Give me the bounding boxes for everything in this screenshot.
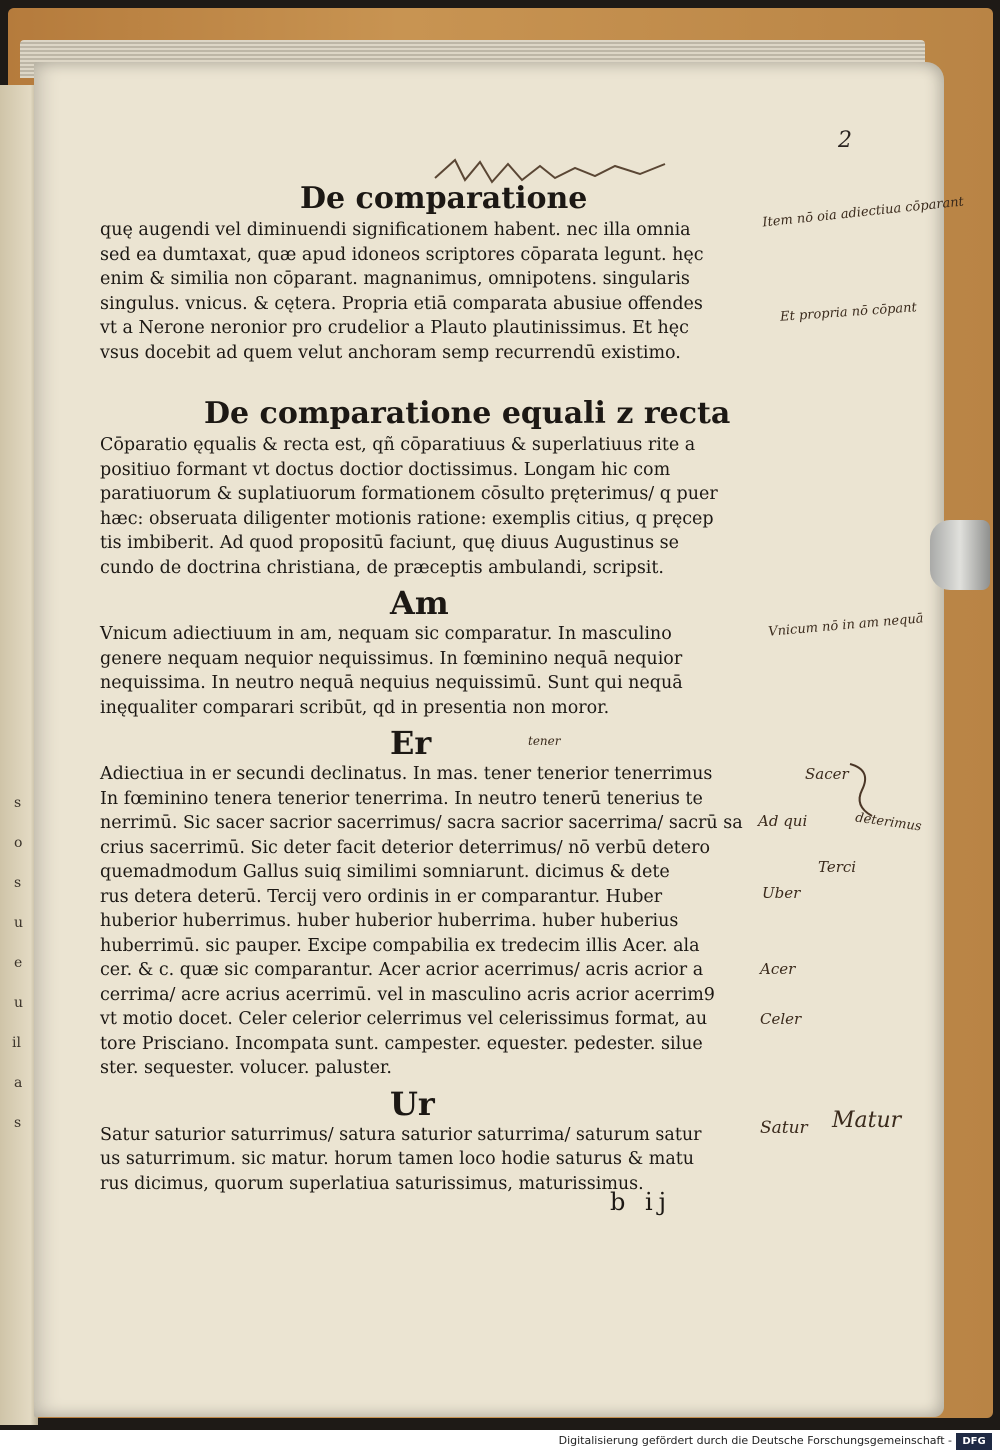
main-text <box>100 180 780 1196</box>
margin-note: Ad qui <box>758 812 808 830</box>
left-page-letter: s <box>14 875 22 891</box>
paragraph: quę augendi vel diminuendi significationem habent. nec illa omnia sed ea dumtaxat, quæ apud idoneos scriptores cōparata legunt. hęc enim & similia non cōparant. magnanimus, omnipotens. singularis singulus. vnicus. & cętera. Propria etiā comparata abusiue offendes vt a Nerone neronior pro crudelior a Plauto plautinissimus. Et hęc vsus docebit ad quem velut anchoram semp recurrendū existimo. <box>100 220 704 363</box>
heading-er: Er <box>390 724 432 762</box>
margin-note: Celer <box>760 1010 802 1028</box>
left-page-letter: o <box>14 835 23 851</box>
left-page-letter: s <box>14 795 22 811</box>
margin-note: Terci <box>818 858 857 876</box>
left-page-letter: il <box>12 1035 21 1051</box>
margin-note: Item nō oia adiectiua cōparant <box>761 194 965 231</box>
paragraph: Vnicum adiectiuum in am, nequam sic comparatur. In masculino genere nequam nequior nequissimus. In fœminino nequā nequior nequissima. In neutro nequā nequius nequissimū. Sunt qui nequā inęqualiter comparari scribūt, qd in presentia non moror. <box>100 624 683 718</box>
bracket-mark <box>842 760 882 820</box>
heading-de-comparatione: De comparatione <box>300 181 588 216</box>
margin-note: Uber <box>762 884 801 902</box>
left-page-letter: s <box>14 1115 22 1131</box>
signature-mark: b ij <box>610 1188 673 1216</box>
paragraph: Cōparatio ęqualis & recta est, qñ cōparatiuus & superlatiuus rite a positiuo formant vt doctus doctior doctissimus. Longam hic com paratiuorum & suplatiuorum formationem cōsulto pręterimus/ q puer hæc: obseruata diligenter motionis ratione: exemplis citius, q pręcep tis imbiberit. Ad quod propositū faciunt, quę diuus Augustinus se cundo de doctrina christiana, de præceptis ambulandi, scripsit. <box>100 435 718 578</box>
left-facing-page <box>0 85 38 1425</box>
heading-am: Am <box>390 584 449 622</box>
margin-note: Vnicum nō in am nequā <box>767 611 925 640</box>
margin-note: deterimus <box>854 810 923 835</box>
folio-number: 2 <box>838 128 852 153</box>
margin-note: Sacer <box>805 765 849 783</box>
heading-comparatione-equali: De comparatione equali z recta <box>204 396 731 431</box>
margin-note: Et propria nō cōpant <box>779 300 918 325</box>
margin-note: Acer <box>760 960 796 978</box>
left-page-letter: u <box>14 915 24 931</box>
dfg-logo: DFG <box>956 1433 992 1450</box>
left-page-letter: a <box>14 1075 23 1091</box>
left-page-letter: u <box>14 995 24 1011</box>
margin-note: Satur <box>760 1118 808 1138</box>
metal-clip <box>930 520 990 590</box>
footer-bar <box>0 1430 1000 1454</box>
paragraph: Satur saturior saturrimus/ satura saturior saturrima/ saturum satur us saturrimum. sic matur. horum tamen loco hodie saturus & matu rus dicimus, quorum superlatiua saturissimus, maturissimus. <box>100 1124 702 1194</box>
footer-text: Digitalisierung gefördert durch die Deutsche Forschungsgemeinschaft - <box>558 1434 952 1447</box>
paragraph: Adiectiua in er secundi declinatus. In mas. tener tenerior tenerrimus In fœminino tenera tenerior tenerrima. In neutro tenerū tenerius te nerrimū. Sic sacer sacrior sacerrimus/ sacra sacrior sacerrima/ sacrū sa crius sacerrimū. Sic deter facit deterior deterrimus/ nō verbū detero quemadmodum Gallus suiq similimi somniarunt. dicimus & dete rus detera deterū. Tercij vero ordinis in er comparantur. Huber huberior huberrimus. huber huberior huberrima. huber huberius huberrimū. sic pauper. Excipe compabilia ex tredecim illis Acer. ala cer. & c. quæ sic comparantur. Acer acrior acerrimus/ acris acrior a cerrima/ acre acrius acerrimū. vel in masculino acris acrior acerrim9 vt motio docet. Celer celerior celerrimus vel celerissimus format, au tore Prisciano. Incompata sunt. campester. equester. pedester. silue ster. sequester. volucer. paluster. <box>100 764 743 1078</box>
heading-ur: Ur <box>390 1084 435 1123</box>
margin-note: Matur <box>832 1108 902 1133</box>
left-page-letter: e <box>14 955 23 971</box>
margin-note: tener <box>528 734 561 748</box>
